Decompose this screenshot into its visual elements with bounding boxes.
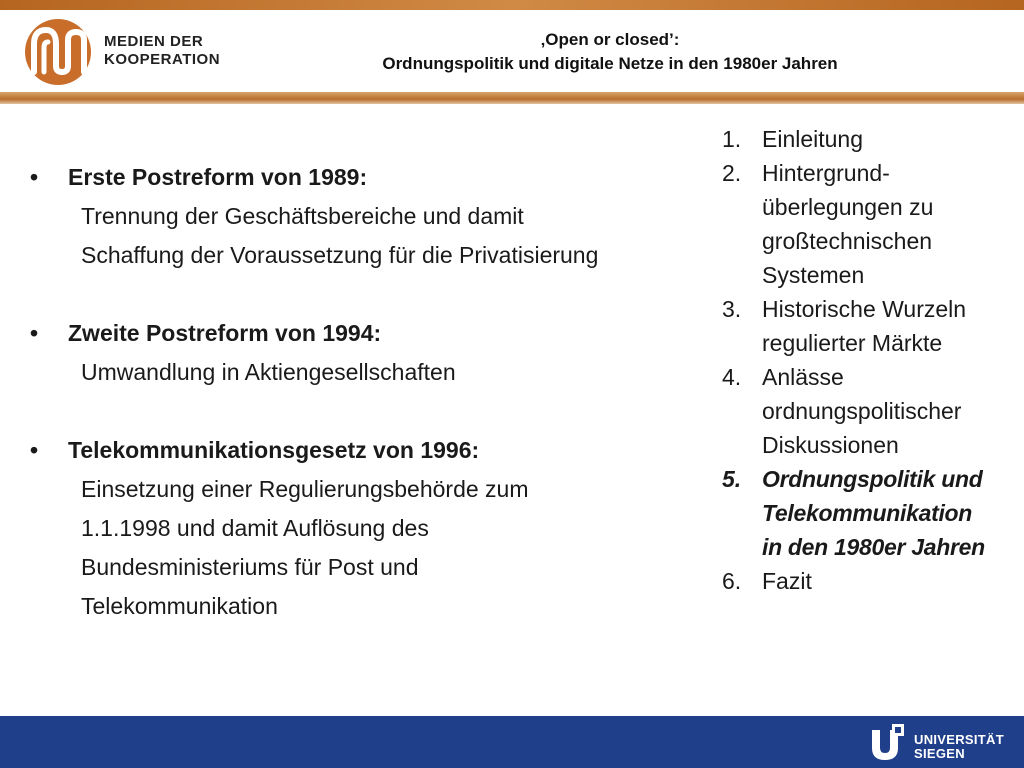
bullet-item [30,314,700,392]
toc-text-line: Hintergrund- [762,160,890,186]
bullet-text-line: Schaffung der Voraussetzung für die Privatisierung [81,242,599,268]
main-content [30,158,700,665]
bullet-heading: Zweite Postreform von 1994: [68,320,382,346]
header-rule [0,92,1024,104]
bullet-heading: Telekommunikationsgesetz von 1996: [68,437,480,463]
table-of-contents [722,122,1022,598]
bullet-icon: • [30,437,39,463]
university-line-1: UNIVERSITÄT [914,732,1004,747]
toc-item-historische-wurzeln [722,292,1022,360]
toc-number: 2. [722,160,742,186]
toc-text-line: ordnungspolitischer [762,398,962,424]
toc-text-line: Telekommunikation [762,500,973,526]
toc-item-fazit [722,564,1022,598]
bullet-icon: • [30,320,39,346]
toc-text-line: Fazit [762,568,812,594]
toc-text-line: Ordnungspolitik und [762,466,983,492]
top-accent-bar [0,0,1024,10]
university-name [914,733,1004,761]
brand-line-1: MEDIEN DER [104,33,204,50]
bullet-text-line: Telekommunikation [81,593,278,619]
bullet-text-line: 1.1.1998 und damit Auflösung des [81,515,429,541]
slide-title-line-1: ‚Open or closed’: [540,30,680,49]
toc-number: 1. [722,126,742,152]
slide-title-line-2: Ordnungspolitik und digitale Netze in den 1980er Jahren [382,54,838,73]
bullet-text-line: Bundesministeriums für Post und [81,554,419,580]
toc-text-line: regulierter Märkte [762,330,943,356]
brand-name [104,33,220,69]
bullet-item [30,158,700,275]
toc-number: 4. [722,364,742,390]
toc-text-line: Einleitung [762,126,864,152]
brand-line-2: KOOPERATION [104,51,221,68]
bullet-text-line: Trennung der Geschäftsbereiche und damit [81,203,524,229]
toc-number: 6. [722,568,742,594]
medien-der-kooperation-logo-icon [22,16,100,88]
toc-text-line: Anlässe [762,364,844,390]
bullet-heading: Erste Postreform von 1989: [68,164,368,190]
universitaet-siegen-logo-icon [868,722,908,762]
toc-text-line: in den 1980er Jahren [762,534,985,560]
toc-item-ordnungspolitik-active [722,462,1022,564]
bullet-text-line: Einsetzung einer Regulierungsbehörde zum [81,476,529,502]
bullet-icon: • [30,164,39,190]
toc-item-hintergrund [722,156,1022,292]
toc-item-anlaesse [722,360,1022,462]
toc-text-line: Historische Wurzeln [762,296,967,322]
bullet-text-line: Umwandlung in Aktiengesellschaften [81,359,456,385]
university-line-2: SIEGEN [914,746,965,761]
toc-text-line: Diskussionen [762,432,899,458]
toc-text-line: überlegungen zu [762,194,934,220]
toc-number: 3. [722,296,742,322]
slide-title [330,28,890,76]
toc-item-einleitung [722,122,1022,156]
bullet-item [30,431,700,626]
toc-text-line: Systemen [762,262,865,288]
toc-number: 5. [722,466,742,492]
toc-text-line: großtechnischen [762,228,933,254]
